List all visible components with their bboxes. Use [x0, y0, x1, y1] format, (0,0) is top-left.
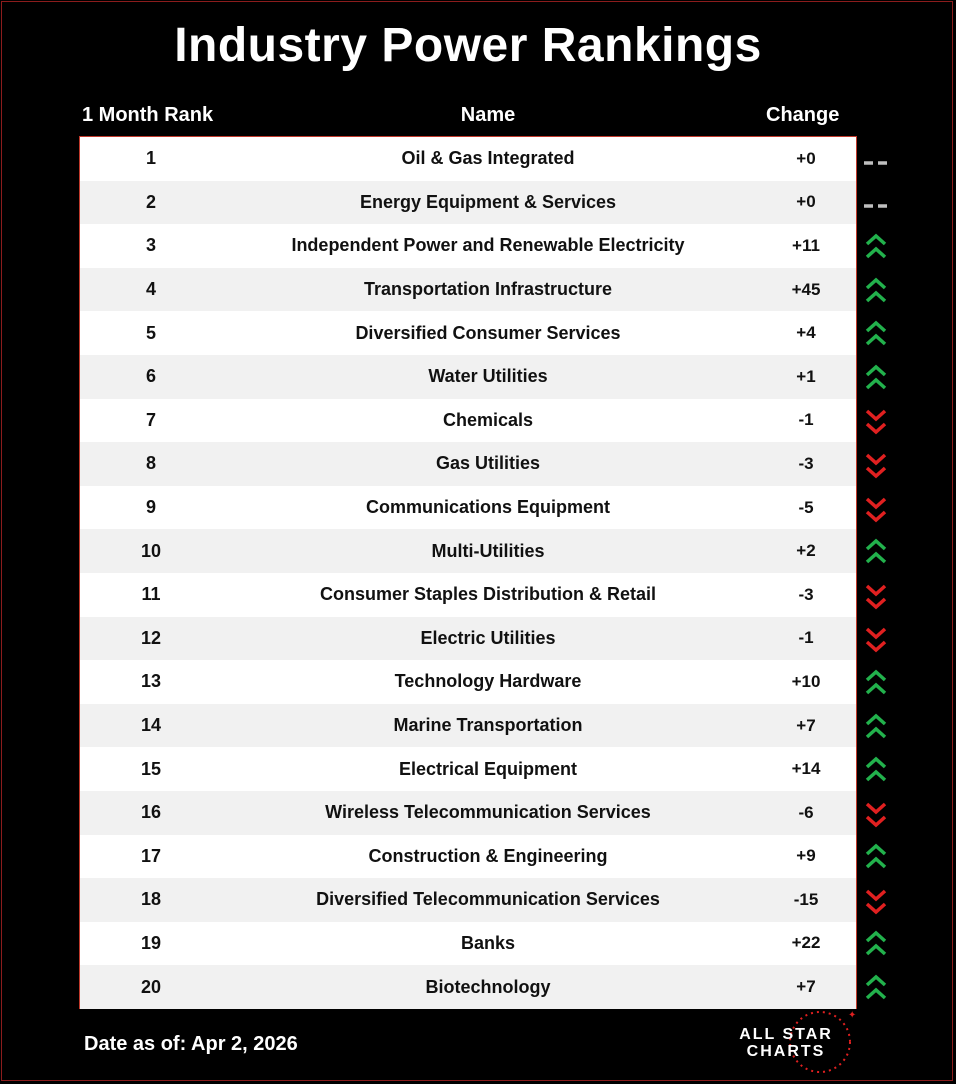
change-cell: +4 — [796, 323, 816, 343]
table-row — [80, 268, 856, 312]
rank-cell: 6 — [145, 366, 156, 387]
table-row — [80, 529, 856, 573]
table-row — [80, 355, 856, 399]
double-down-arrow-icon — [858, 792, 894, 836]
change-cell: +1 — [796, 366, 816, 386]
industry-name-cell: Marine Transportation — [393, 715, 583, 736]
no-change-dash-icon — [858, 182, 894, 226]
industry-name-cell: Diversified Telecommunication Services — [316, 889, 660, 910]
table-row — [80, 442, 856, 486]
industry-name-cell: Banks — [460, 932, 516, 953]
change-cell: +0 — [796, 192, 816, 212]
double-up-arrow-icon — [858, 356, 894, 400]
double-up-arrow-icon — [858, 748, 894, 792]
trend-indicators — [858, 138, 894, 1010]
double-down-arrow-icon — [858, 400, 894, 444]
change-cell: +2 — [796, 541, 816, 561]
rank-cell: 10 — [140, 540, 162, 561]
change-cell: +9 — [796, 846, 816, 866]
rank-cell: 5 — [145, 322, 156, 343]
table-row — [80, 399, 856, 443]
column-header-change: Change — [766, 104, 840, 126]
change-cell: +22 — [791, 933, 821, 953]
table-row — [80, 311, 856, 355]
rank-cell: 16 — [140, 802, 162, 823]
change-cell: -1 — [798, 410, 814, 430]
table-row — [80, 224, 856, 268]
industry-name-cell: Energy Equipment & Services — [359, 191, 617, 212]
double-down-arrow-icon — [858, 574, 894, 618]
rank-cell: 1 — [145, 148, 156, 169]
double-up-arrow-icon — [858, 225, 894, 269]
industry-name-cell: Consumer Staples Distribution & Retail — [319, 584, 657, 605]
double-up-arrow-icon — [858, 312, 894, 356]
industry-name-cell: Technology Hardware — [394, 671, 582, 692]
double-down-arrow-icon — [858, 443, 894, 487]
industry-name-cell: Construction & Engineering — [368, 845, 608, 866]
double-down-arrow-icon — [858, 879, 894, 923]
rank-cell: 15 — [140, 758, 162, 779]
industry-name-cell: Communications Equipment — [365, 497, 610, 518]
rank-cell: 13 — [140, 671, 162, 692]
rank-cell: 17 — [140, 845, 162, 866]
table-row — [80, 573, 856, 617]
double-up-arrow-icon — [858, 530, 894, 574]
rank-cell: 19 — [140, 932, 162, 953]
rank-cell: 4 — [145, 279, 156, 300]
table-row — [80, 791, 856, 835]
rankings-table — [79, 136, 857, 1009]
table-row — [80, 747, 856, 791]
industry-name-cell: Diversified Consumer Services — [355, 322, 621, 343]
table-row — [80, 660, 856, 704]
industry-name-cell: Chemicals — [442, 409, 534, 430]
rank-cell: 14 — [140, 715, 162, 736]
rank-cell: 11 — [141, 584, 161, 605]
page-title: Industry Power Rankings — [174, 19, 762, 72]
change-cell: -6 — [798, 802, 814, 822]
industry-name-cell: Electric Utilities — [420, 627, 556, 648]
change-cell: -3 — [798, 584, 814, 604]
double-up-arrow-icon — [858, 923, 894, 967]
rank-cell: 20 — [140, 976, 162, 997]
date-as-of: Date as of: Apr 2, 2026 — [84, 1033, 298, 1055]
table-row — [80, 486, 856, 530]
double-up-arrow-icon — [858, 705, 894, 749]
industry-name-cell: Water Utilities — [428, 366, 548, 387]
rank-cell: 9 — [145, 497, 156, 518]
rank-cell: 8 — [145, 453, 156, 474]
table-row — [80, 835, 856, 879]
change-cell: -3 — [798, 453, 814, 473]
change-cell: +7 — [796, 715, 816, 735]
column-header-name: Name — [460, 104, 516, 126]
industry-name-cell: Electrical Equipment — [398, 758, 578, 779]
column-header-rank: 1 Month Rank — [82, 104, 214, 126]
rank-cell: 7 — [145, 409, 156, 430]
logo-line-1: ALL STAR — [739, 1026, 833, 1043]
table-row — [80, 704, 856, 748]
industry-name-cell: Transportation Infrastructure — [363, 279, 613, 300]
rank-cell: 2 — [145, 191, 156, 212]
change-cell: -15 — [793, 889, 819, 909]
rank-cell: 12 — [140, 627, 162, 648]
change-cell: +11 — [792, 235, 820, 255]
industry-name-cell: Oil & Gas Integrated — [401, 148, 575, 169]
table-row — [80, 617, 856, 661]
double-up-arrow-icon — [858, 836, 894, 880]
table-row — [80, 878, 856, 922]
change-cell: -5 — [798, 497, 814, 517]
rank-cell: 18 — [140, 889, 162, 910]
all-star-charts-logo — [728, 1008, 858, 1076]
table-row — [80, 181, 856, 225]
industry-name-cell: Independent Power and Renewable Electricity — [291, 235, 685, 256]
double-down-arrow-icon — [858, 487, 894, 531]
rank-cell: 3 — [145, 235, 156, 256]
double-down-arrow-icon — [858, 618, 894, 662]
double-up-arrow-icon — [858, 966, 894, 1010]
no-change-dash-icon — [858, 138, 894, 182]
industry-name-cell: Gas Utilities — [435, 453, 541, 474]
table-row — [80, 922, 856, 966]
industry-name-cell: Biotechnology — [425, 976, 551, 997]
industry-name-cell: Wireless Telecommunication Services — [325, 802, 651, 823]
change-cell: +10 — [791, 671, 821, 691]
change-cell: +45 — [791, 279, 821, 299]
change-cell: +14 — [791, 759, 821, 779]
double-up-arrow-icon — [858, 661, 894, 705]
change-cell: -1 — [798, 628, 814, 648]
svg-text:✦: ✦ — [848, 1010, 857, 1021]
change-cell: +0 — [796, 148, 816, 168]
industry-name-cell: Multi-Utilities — [431, 540, 545, 561]
table-row — [80, 965, 856, 1009]
table-row — [80, 137, 856, 181]
double-up-arrow-icon — [858, 269, 894, 313]
logo-line-2: CHARTS — [746, 1043, 826, 1060]
change-cell: +7 — [796, 977, 816, 997]
